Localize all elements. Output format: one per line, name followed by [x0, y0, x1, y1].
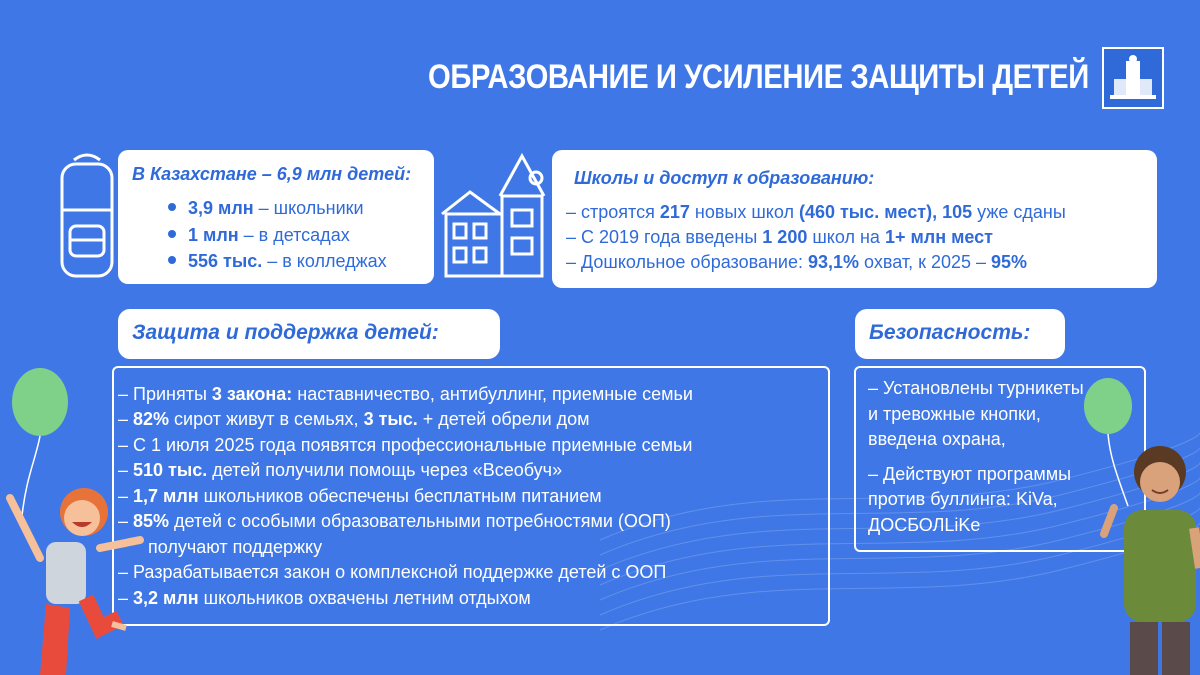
- list-item: – Приняты 3 закона: наставничество, антибуллинг, приемные семьи: [118, 384, 693, 404]
- list-item: – Разрабатывается закон о комплексной поддержке детей с ООП: [118, 562, 667, 582]
- list-item: – 510 тыс. детей получили помощь через «Всеобуч»: [118, 460, 563, 480]
- child-illustration: [0, 478, 150, 675]
- school-building-icon: [440, 148, 550, 278]
- list-item: получают поддержку: [148, 537, 323, 557]
- boy-illustration: [1094, 438, 1200, 675]
- list-item: против буллинга: KiVa,: [868, 489, 1058, 509]
- security-heading-pill: [855, 309, 1065, 359]
- children-stats-card: [118, 150, 434, 284]
- list-item: – 1,7 млн школьников обеспечены бесплатным питанием: [118, 486, 602, 506]
- list-item: 556 тыс. – в колледжах: [168, 251, 387, 272]
- list-item: 3,9 млн – школьники: [168, 198, 364, 219]
- list-item: – Установлены турникеты: [868, 378, 1084, 398]
- list-item: – 82% сирот живут в семьях, 3 тыс. + детей обрели дом: [118, 409, 590, 429]
- list-item: 1 млн – в детсадах: [168, 225, 350, 246]
- list-item: ДОСБОЛLiKe: [868, 515, 981, 535]
- list-item: введена охрана,: [868, 429, 1006, 449]
- list-item: – Дошкольное образование: 93,1% охват, к 2025 – 95%: [566, 252, 1028, 272]
- parliament-logo: [1102, 47, 1164, 109]
- children-stats-heading: В Казахстане – 6,9 млн детей:: [132, 164, 412, 184]
- list-item: – Действуют программы: [868, 464, 1072, 484]
- schools-card: [552, 150, 1157, 288]
- protection-box: [112, 366, 830, 626]
- list-item: – С 2019 года введены 1 200 школ на 1+ млн мест: [566, 227, 993, 247]
- schools-heading: Школы и доступ к образованию:: [574, 168, 875, 188]
- protection-heading: Защита и поддержка детей:: [132, 321, 439, 344]
- list-item: – С 1 июля 2025 года появятся профессиональные приемные семьи: [118, 435, 693, 455]
- list-item: – 3,2 млн школьников охвачены летним отдыхом: [118, 588, 531, 608]
- list-item: – строятся 217 новых школ (460 тыс. мест), 105 уже сданы: [566, 202, 1066, 222]
- security-heading: Безопасность:: [869, 321, 1031, 344]
- list-item: и тревожные кнопки,: [868, 404, 1041, 424]
- protection-heading-pill: [118, 309, 500, 359]
- list-item: – 85% детей с особыми образовательными потребностями (ООП): [118, 511, 671, 531]
- backpack-icon: [56, 150, 118, 280]
- page-title: ОБРАЗОВАНИЕ И УСИЛЕНИЕ ЗАЩИТЫ ДЕТЕЙ: [428, 58, 1089, 96]
